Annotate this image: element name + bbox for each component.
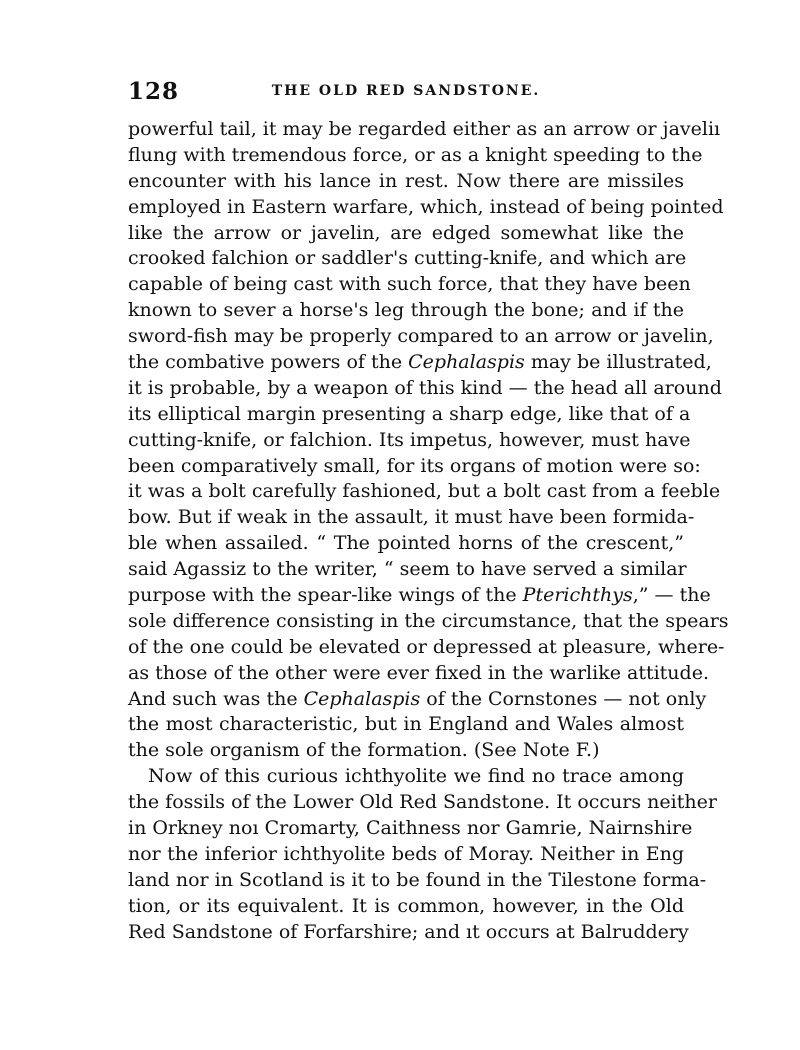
genus-name: Cephalaspis [408, 351, 525, 374]
text-line: employed in Eastern warfare, which, instead of being pointed [128, 195, 724, 218]
text-line: the fossils of the Lower Old Red Sandstone. It occurs neither [128, 791, 717, 814]
text-line: sword-fish may be properly compared to an arrow or javelin, [128, 325, 714, 348]
text-line: its elliptical margin presenting a sharp edge, like that of a [128, 402, 691, 425]
text-line: powerful tail, it may be regarded either as an arrow or javeliı [128, 118, 721, 140]
text-line: as those of the other were ever fixed in the warlike attitude. [128, 661, 709, 684]
text-line: in Orkney noı Cromarty, Caithness nor Gamrie, Nairnshire [128, 817, 693, 840]
text-line: crooked falchion or saddler's cutting-knife, and which are [128, 247, 687, 270]
text-line: the most characteristic, but in England and Wales almost [128, 713, 684, 736]
text-line: ble when assailed. “ The pointed horns of the crescent,” [128, 532, 684, 555]
genus-name: Cephalaspis [303, 687, 421, 710]
text-line: it is probable, by a weapon of this kind — the head all around [128, 376, 722, 399]
paragraph [128, 764, 717, 945]
paragraph [128, 117, 729, 764]
running-title: THE OLD RED SANDSTONE. [271, 83, 541, 99]
text-line: land nor in Scotland is it to be found in the Tilestone forma- [128, 868, 707, 891]
text-line: nor the inferior ichthyolite beds of Moray. Neither in Eng [128, 842, 684, 865]
page-number: 128 [128, 78, 180, 105]
text-line: flung with tremendous force, or as a knight speeding to the [128, 143, 703, 166]
text-line: of the one could be elevated or depressed at pleasure, where- [128, 635, 725, 658]
text-line: been comparatively small, for its organs of motion were so: [128, 454, 701, 477]
text-line: like the arrow or javelin, are edged somewhat like the [128, 221, 684, 244]
text-line: capable of being cast with such force, that they have been [128, 273, 691, 296]
page-header [128, 78, 684, 108]
body-text [128, 117, 729, 946]
text-line: the sole organism of the formation. (See Note F.) [128, 739, 600, 762]
text-line: tion, or its equivalent. It is common, however, in the Old [128, 894, 684, 917]
text-line: Red Sandstone of Forfarshire; and ıt occurs at Balruddery [128, 920, 689, 943]
text-line: known to sever a horse's leg through the bone; and if the [128, 299, 684, 322]
genus-name: Pterichthys [522, 584, 633, 607]
text-line: bow. But if weak in the assault, it must have been formida- [128, 506, 695, 529]
text-line: it was a bolt carefully fashioned, but a bolt cast from a feeble [128, 480, 721, 503]
text-line: And such was the Cephalaspis of the Cornstones — not only [128, 687, 707, 710]
text-line: purpose with the spear-like wings of the Pterichthys,” — the [128, 584, 711, 607]
text-line: encounter with his lance in rest. Now there are missiles [128, 169, 684, 192]
text-line: the combative powers of the Cephalaspis may be illustrated, [128, 351, 712, 374]
text-line: said Agassiz to the writer, “ seem to have served a similar [128, 558, 687, 581]
text-line: sole difference consisting in the circumstance, that the spears [128, 609, 729, 632]
text-line: Now of this curious ichthyolite we find no trace among [148, 765, 684, 788]
text-line: cutting-knife, or falchion. Its impetus, however, must have [128, 428, 691, 451]
